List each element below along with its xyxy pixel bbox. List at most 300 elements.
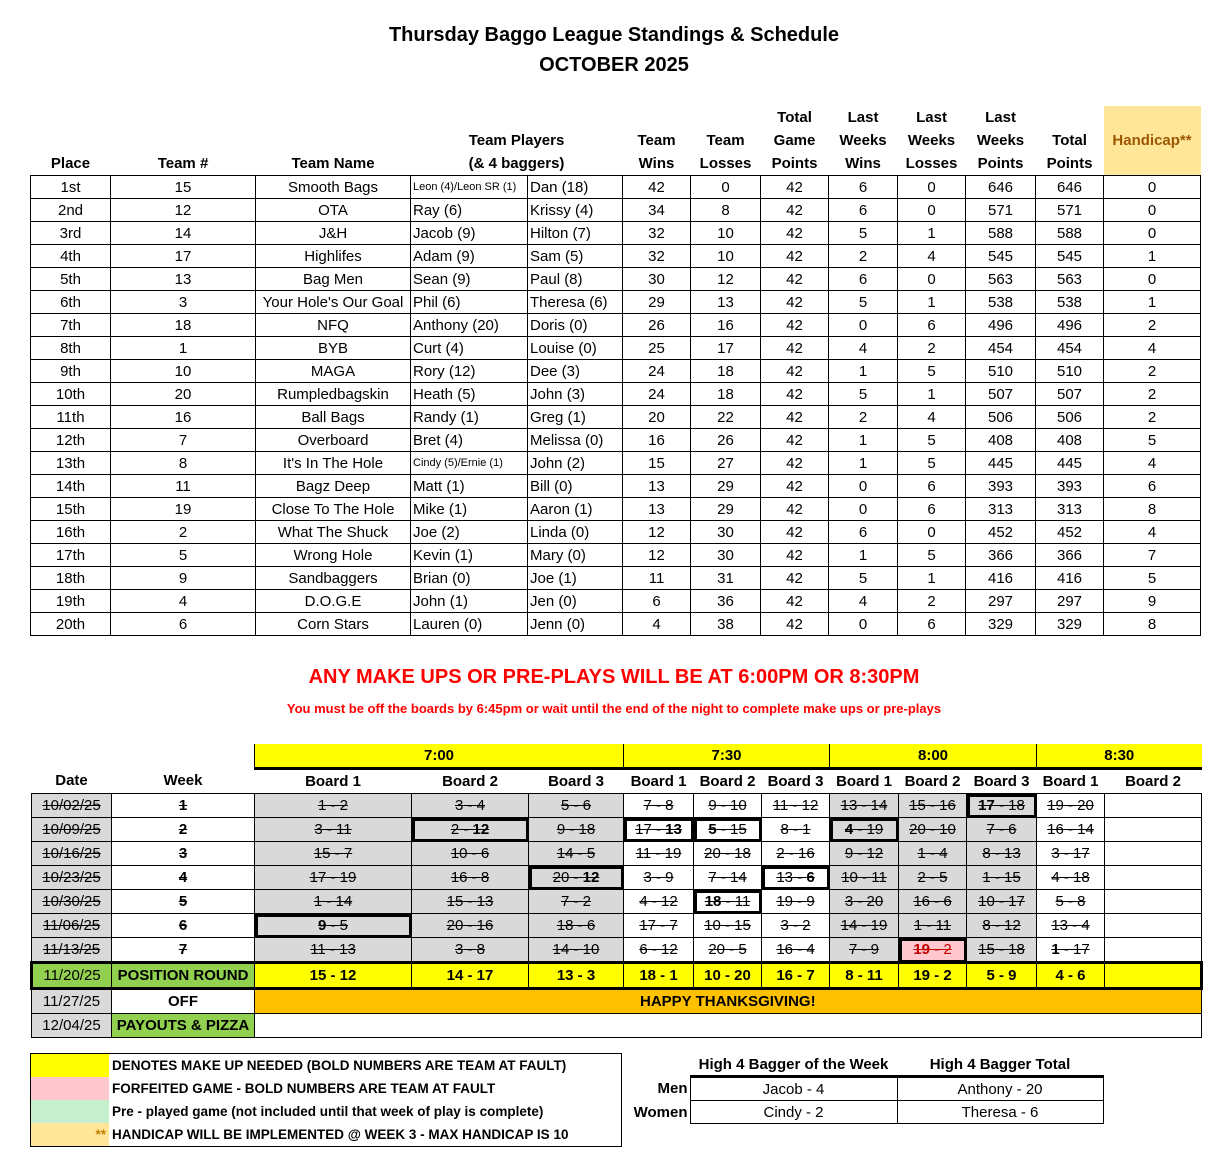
game-cell: 7 - 6 <box>967 818 1037 842</box>
standings-cell: 20th <box>31 613 111 636</box>
standings-cell: 8 <box>1104 498 1201 521</box>
standings-cell: 366 <box>1036 544 1104 567</box>
game-cell: 15 - 18 <box>967 938 1037 963</box>
team-b: 7 <box>343 845 353 862</box>
team-b: 12 <box>801 797 819 814</box>
high-bagger-row <box>625 1077 1103 1101</box>
standings-cell: Overboard <box>256 429 411 452</box>
standings-cell: 19th <box>31 590 111 613</box>
team-b: 2 <box>582 893 592 910</box>
standings-cell: John (2) <box>528 452 623 475</box>
team-a: 17 <box>639 917 656 934</box>
standings-cell: 36 <box>691 590 761 613</box>
standings-cell: Curt (4) <box>411 337 528 360</box>
team-b: 18 <box>578 821 596 838</box>
standings-cell: 5 <box>898 360 966 383</box>
game-cell <box>1105 818 1202 842</box>
week-header: Week <box>163 772 203 790</box>
team-b: 17 <box>1073 941 1090 958</box>
team-a: 15 <box>978 941 995 958</box>
team-a: 20 <box>446 917 464 934</box>
team-b: 10 <box>939 821 956 838</box>
standings-cell: 408 <box>1036 429 1104 452</box>
standings-cell: 2nd <box>31 199 111 222</box>
position-round-date: 11/20/25 <box>32 963 112 989</box>
game-cell: 7 - 2 <box>529 890 624 914</box>
team-b: 20 <box>866 893 884 910</box>
standings-cell: 12 <box>623 521 691 544</box>
team-b: 15 <box>730 821 747 838</box>
team-a: 16 <box>776 941 793 958</box>
standings-cell: 6 <box>829 199 898 222</box>
team-b: 5 <box>738 941 747 958</box>
team-b: 6 <box>480 845 490 862</box>
schedule-week: 3 <box>112 842 255 866</box>
standings-cell: 0 <box>1104 176 1201 199</box>
team-a: 15 <box>909 797 926 814</box>
standings-header: Last Weeks Points <box>976 109 1025 172</box>
standings-cell: 496 <box>966 314 1036 337</box>
standings-cell: 2 <box>1104 360 1201 383</box>
game-cell: 3 - 20 <box>830 890 899 914</box>
team-b: 10 <box>730 797 747 814</box>
game-cell: 10 - 11 <box>830 866 899 890</box>
standings-cell: 563 <box>1036 268 1104 291</box>
schedule-week: 7 <box>112 938 255 963</box>
board-header: Board 2 <box>1125 773 1181 790</box>
team-b: 4 <box>1081 917 1090 934</box>
schedule-date: 10/09/25 <box>32 818 112 842</box>
team-b: 20 <box>1077 797 1094 814</box>
team-a: 2 <box>450 821 460 838</box>
team-a: 16 <box>450 869 468 886</box>
standings-row <box>31 406 1201 429</box>
standings-cell: Joe (2) <box>411 521 528 544</box>
standings-row <box>31 544 1201 567</box>
standings-cell: 5 <box>898 452 966 475</box>
standings-cell: Bret (4) <box>411 429 528 452</box>
standings-cell: 2 <box>898 590 966 613</box>
game-cell: 14 - 19 <box>830 914 899 938</box>
team-a: 1 <box>317 797 327 814</box>
standings-cell: Sandbaggers <box>256 567 411 590</box>
schedule-table <box>30 744 1203 1038</box>
standings-cell: Jenn (0) <box>528 613 623 636</box>
board-header-row <box>32 769 1202 794</box>
standings-cell: 38 <box>691 613 761 636</box>
standings-cell: 2 <box>111 521 256 544</box>
team-a: 1 <box>913 917 923 934</box>
standings-cell: 5 <box>829 383 898 406</box>
standings-cell: 32 <box>623 222 691 245</box>
standings-cell: 9th <box>31 360 111 383</box>
team-b: 6 <box>1008 821 1017 838</box>
team-a: 6 <box>639 941 648 958</box>
standings-cell: Theresa (6) <box>528 291 623 314</box>
standings-cell: 4 <box>623 613 691 636</box>
standings-cell: 12 <box>111 199 256 222</box>
schedule-row <box>32 842 1202 866</box>
standings-cell: 5 <box>898 544 966 567</box>
standings-cell: 1 <box>829 360 898 383</box>
standings-cell: Linda (0) <box>528 521 623 544</box>
standings-cell: 42 <box>761 475 829 498</box>
standings-header: Team Players (& 4 baggers) <box>468 132 565 172</box>
board-header: Board 2 <box>699 773 756 790</box>
game-cell: 5 - 15 <box>694 818 762 842</box>
game-cell: 2 - 16 <box>762 842 830 866</box>
standings-cell: 510 <box>1036 360 1104 383</box>
standings-cell: 393 <box>966 475 1036 498</box>
team-b: 14 <box>730 869 747 886</box>
team-b: 12 <box>1004 917 1021 934</box>
team-a: 17 <box>978 797 995 814</box>
team-a: 9 <box>556 821 566 838</box>
standings-cell: 6th <box>31 291 111 314</box>
team-a: 18 <box>556 917 574 934</box>
standings-row <box>31 360 1201 383</box>
standings-cell: 2 <box>829 406 898 429</box>
standings-cell: 24 <box>623 360 691 383</box>
standings-cell: 0 <box>898 199 966 222</box>
standings-cell: OTA <box>256 199 411 222</box>
standings-header: Place <box>50 155 91 172</box>
team-b: 12 <box>472 821 490 838</box>
standings-cell: 1 <box>1104 291 1201 314</box>
team-a: 20 <box>708 941 725 958</box>
team-b: 13 <box>476 893 494 910</box>
legend-swatch <box>31 1054 110 1078</box>
board-header: Board 1 <box>836 773 892 790</box>
team-a: 14 <box>840 917 858 934</box>
standings-cell: 29 <box>691 498 761 521</box>
standings-cell: 22 <box>691 406 761 429</box>
standings-cell: Sam (5) <box>528 245 623 268</box>
team-a: 13 <box>776 869 793 886</box>
team-b: 14 <box>335 893 353 910</box>
position-game <box>1105 963 1202 989</box>
schedule-date: 11/13/25 <box>32 938 112 963</box>
board-header: Board 1 <box>630 773 687 790</box>
team-b: 2 <box>943 941 952 958</box>
team-b: 14 <box>870 797 888 814</box>
standings-cell: 10 <box>111 360 256 383</box>
team-b: 13 <box>665 821 682 838</box>
team-b: 12 <box>582 869 600 886</box>
standings-cell: D.O.G.E <box>256 590 411 613</box>
standings-cell: 27 <box>691 452 761 475</box>
date-header: Date <box>55 772 88 790</box>
standings-cell: 16th <box>31 521 111 544</box>
standings-header: Last Weeks Wins <box>839 109 887 172</box>
standings-cell: 26 <box>691 429 761 452</box>
standings-cell: Anthony (20) <box>411 314 528 337</box>
standings-cell: Greg (1) <box>528 406 623 429</box>
game-cell: 10 - 15 <box>694 914 762 938</box>
team-a: 7 <box>560 893 570 910</box>
standings-header: Team Name <box>291 155 375 172</box>
standings-cell: Lauren (0) <box>411 613 528 636</box>
team-b: 19 <box>866 821 884 838</box>
standings-cell: 0 <box>898 521 966 544</box>
standings-cell: 6 <box>1104 475 1201 498</box>
team-b: 6 <box>806 869 815 886</box>
standings-cell: 1st <box>31 176 111 199</box>
team-a: 3 <box>643 869 652 886</box>
team-a: 10 <box>841 869 858 886</box>
game-cell: 5 - 8 <box>1037 890 1105 914</box>
standings-cell: 30 <box>623 268 691 291</box>
standings-cell: 0 <box>829 314 898 337</box>
legend-text: DENOTES MAKE UP NEEDED (BOLD NUMBERS ARE TEAM AT FAULT) <box>112 1058 567 1073</box>
game-cell: 11 - 13 <box>255 938 412 963</box>
game-cell: 15 - 7 <box>255 842 412 866</box>
blank <box>112 744 255 769</box>
game-cell: 6 - 12 <box>624 938 694 963</box>
game-cell: 3 - 4 <box>412 794 529 818</box>
standings-cell: 507 <box>966 383 1036 406</box>
position-game: 5 - 9 <box>967 963 1037 989</box>
team-a: 2 <box>917 869 926 886</box>
standings-cell: 0 <box>691 176 761 199</box>
standings-row <box>31 475 1201 498</box>
standings-cell: 10 <box>691 222 761 245</box>
team-a: 14 <box>556 845 574 862</box>
standings-cell: 17th <box>31 544 111 567</box>
standings-cell: Leon (4)/Leon SR (1) <box>411 176 528 199</box>
standings-cell: Smooth Bags <box>256 176 411 199</box>
standings-row <box>31 176 1201 199</box>
standings-cell: 6 <box>111 613 256 636</box>
standings-cell: Highlifes <box>256 245 411 268</box>
game-cell: 9 - 18 <box>529 818 624 842</box>
standings-cell: Jacob (9) <box>411 222 528 245</box>
standings-cell: Brian (0) <box>411 567 528 590</box>
game-cell: 20 - 10 <box>899 818 967 842</box>
position-round-row <box>32 963 1202 989</box>
standings-cell: 0 <box>1104 268 1201 291</box>
team-b: 18 <box>1073 869 1090 886</box>
makeup-notice: ANY MAKE UPS OR PRE-PLAYS WILL BE AT 6:00PM OR 8:30PM <box>308 666 920 688</box>
team-a: 15 <box>446 893 464 910</box>
standings-cell: 329 <box>966 613 1036 636</box>
game-cell: 8 - 13 <box>967 842 1037 866</box>
schedule-date: 11/06/25 <box>32 914 112 938</box>
standings-cell: 8 <box>691 199 761 222</box>
standings-row <box>31 245 1201 268</box>
standings-cell: Wrong Hole <box>256 544 411 567</box>
schedule-row <box>32 938 1202 963</box>
team-a: 11 <box>310 941 326 958</box>
standings-cell: 5 <box>829 222 898 245</box>
game-cell <box>1105 890 1202 914</box>
standings-cell: 30 <box>691 544 761 567</box>
team-b: 8 <box>1077 893 1086 910</box>
game-cell <box>1105 794 1202 818</box>
team-b: 12 <box>661 893 678 910</box>
standings-cell: Randy (1) <box>411 406 528 429</box>
game-cell: 3 - 8 <box>412 938 529 963</box>
standings-row <box>31 383 1201 406</box>
standings-header: Last Weeks Losses <box>905 109 958 172</box>
game-cell: 1 - 11 <box>899 914 967 938</box>
high-bagger-table <box>625 1053 1104 1124</box>
legend-item <box>31 1077 622 1100</box>
standings-row <box>31 590 1201 613</box>
legend-swatch <box>31 1077 110 1100</box>
team-b: 15 <box>1004 869 1021 886</box>
standings-row <box>31 291 1201 314</box>
standings-cell: 2 <box>1104 383 1201 406</box>
standings-cell: 4 <box>829 337 898 360</box>
game-cell: 1 - 2 <box>255 794 412 818</box>
standings-cell: Dan (18) <box>528 176 623 199</box>
standings-cell: 0 <box>898 176 966 199</box>
standings-cell: 30 <box>691 521 761 544</box>
standings-cell: 20 <box>623 406 691 429</box>
position-game: 14 - 17 <box>412 963 529 989</box>
high-bagger-header-row <box>625 1053 1103 1077</box>
standings-cell: 0 <box>829 498 898 521</box>
team-a: 10 <box>704 917 721 934</box>
position-game: 4 - 6 <box>1037 963 1105 989</box>
standings-cell: 11th <box>31 406 111 429</box>
team-a: 10 <box>978 893 995 910</box>
payouts-empty <box>255 1014 1202 1038</box>
standings-cell: 452 <box>966 521 1036 544</box>
board-header: Board 3 <box>767 773 824 790</box>
standings-cell: 571 <box>1036 199 1104 222</box>
team-a: 5 <box>708 821 717 838</box>
standings-row <box>31 521 1201 544</box>
standings-cell: Bag Men <box>256 268 411 291</box>
game-cell: 11 - 12 <box>762 794 830 818</box>
team-b: 6 <box>582 797 592 814</box>
off-date: 11/27/25 <box>32 989 112 1014</box>
game-cell: 9 - 10 <box>694 794 762 818</box>
team-a: 4 <box>639 893 648 910</box>
game-cell: 1 - 4 <box>899 842 967 866</box>
standings-cell: 507 <box>1036 383 1104 406</box>
position-round-label: POSITION ROUND <box>112 963 255 989</box>
standings-cell: 646 <box>1036 176 1104 199</box>
standings-cell: Close To The Hole <box>256 498 411 521</box>
standings-cell: 3 <box>111 291 256 314</box>
standings-cell: 5 <box>1104 429 1201 452</box>
high-bagger-header: High 4 Bagger of the Week <box>690 1053 897 1077</box>
game-cell: 8 - 1 <box>762 818 830 842</box>
time-slot-header: 7:00 <box>255 744 624 769</box>
team-a: 1 <box>917 845 926 862</box>
game-cell: 13 - 14 <box>830 794 899 818</box>
game-cell: 15 - 13 <box>412 890 529 914</box>
standings-cell: 393 <box>1036 475 1104 498</box>
high-bagger-week: Jacob - 4 <box>690 1077 897 1101</box>
team-b: 6 <box>586 917 596 934</box>
standings-cell: 42 <box>761 199 829 222</box>
game-cell: 1 - 15 <box>967 866 1037 890</box>
team-a: 8 <box>780 821 789 838</box>
game-cell: 18 - 6 <box>529 914 624 938</box>
standings-cell: 313 <box>1036 498 1104 521</box>
game-cell: 4 - 12 <box>624 890 694 914</box>
standings-cell: Joe (1) <box>528 567 623 590</box>
standings-cell: Melissa (0) <box>528 429 623 452</box>
standings-cell: 2 <box>1104 314 1201 337</box>
standings-cell: Krissy (4) <box>528 199 623 222</box>
game-cell: 17 - 18 <box>967 794 1037 818</box>
standings-cell: 42 <box>623 176 691 199</box>
standings-cell: 452 <box>1036 521 1104 544</box>
game-cell: 3 - 2 <box>762 914 830 938</box>
standings-cell: Bill (0) <box>528 475 623 498</box>
position-game: 19 - 2 <box>899 963 967 989</box>
standings-cell: 9 <box>111 567 256 590</box>
standings-cell: 7 <box>111 429 256 452</box>
standings-cell: 5 <box>111 544 256 567</box>
standings-cell: 506 <box>1036 406 1104 429</box>
standings-cell: Phil (6) <box>411 291 528 314</box>
standings-cell: 29 <box>691 475 761 498</box>
schedule-date: 10/16/25 <box>32 842 112 866</box>
time-slot-header: 8:30 <box>1037 744 1202 769</box>
team-b: 18 <box>1008 797 1025 814</box>
standings-cell: 4 <box>1104 521 1201 544</box>
standings-cell: 7th <box>31 314 111 337</box>
standings-cell: BYB <box>256 337 411 360</box>
standings-cell: 20 <box>111 383 256 406</box>
game-cell: 4 - 18 <box>1037 866 1105 890</box>
game-cell: 20 - 5 <box>694 938 762 963</box>
standings-header-row <box>31 106 1201 176</box>
team-a: 17 <box>309 869 327 886</box>
standings-cell: 545 <box>1036 245 1104 268</box>
team-b: 18 <box>1008 941 1025 958</box>
game-cell: 17 - 13 <box>624 818 694 842</box>
game-cell <box>1105 866 1202 890</box>
standings-table <box>30 106 1201 636</box>
team-b: 9 <box>665 869 674 886</box>
standings-cell: 13th <box>31 452 111 475</box>
standings-cell: Bagz Deep <box>256 475 411 498</box>
schedule-week: 1 <box>112 794 255 818</box>
team-b: 12 <box>661 941 678 958</box>
team-a: 4 <box>844 821 854 838</box>
high-bagger-label: Men <box>657 1080 688 1097</box>
game-cell: 4 - 19 <box>830 818 899 842</box>
standings-cell: 10 <box>691 245 761 268</box>
legend-text: HANDICAP WILL BE IMPLEMENTED @ WEEK 3 - MAX HANDICAP IS 10 <box>112 1127 569 1142</box>
standings-cell: 1 <box>829 429 898 452</box>
game-cell: 3 - 17 <box>1037 842 1105 866</box>
game-cell: 18 - 11 <box>694 890 762 914</box>
game-cell: 2 - 5 <box>899 866 967 890</box>
team-a: 13 <box>1051 917 1068 934</box>
team-a: 16 <box>1047 821 1064 838</box>
standings-cell: 313 <box>966 498 1036 521</box>
standings-cell: Hilton (7) <box>528 222 623 245</box>
position-game: 15 - 12 <box>255 963 412 989</box>
team-a: 9 <box>708 797 717 814</box>
standings-cell: Matt (1) <box>411 475 528 498</box>
standings-cell: 42 <box>761 383 829 406</box>
standings-header: Total Game Points <box>771 109 818 172</box>
page-subtitle: OCTOBER 2025 <box>539 54 689 76</box>
team-b: 11 <box>734 893 751 910</box>
team-b: 10 <box>582 941 600 958</box>
team-a: 5 <box>1055 893 1064 910</box>
standings-cell: 18 <box>691 360 761 383</box>
